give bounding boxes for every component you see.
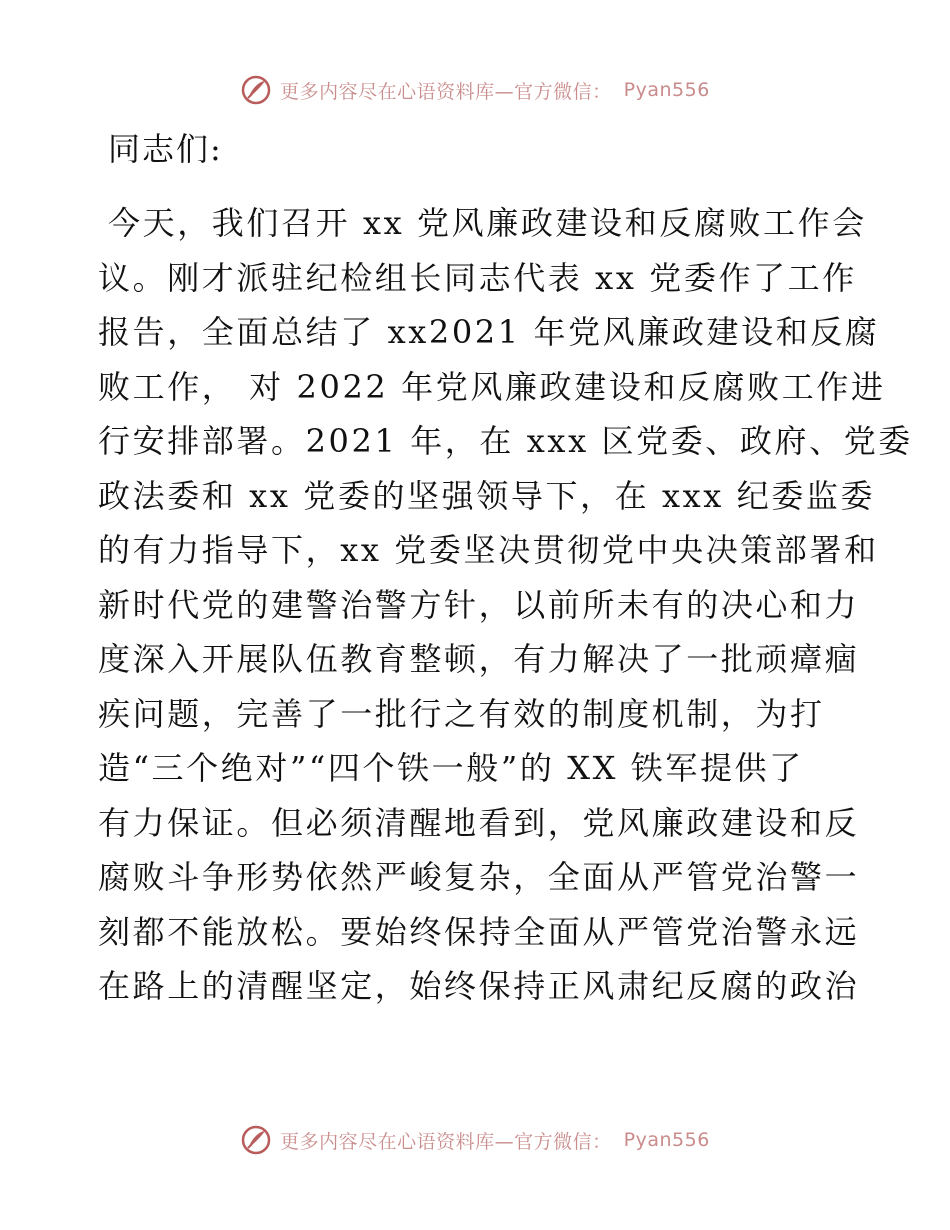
text-line: 度深入开展队伍教育整顿，有力解决了一批顽瘴痼 [98,640,860,678]
body-paragraph [98,196,913,1014]
watermark-id: Pyan556 [623,79,710,101]
quill-seal-icon [240,74,272,106]
text-line: 造“三个绝对”“四个铁一般”的 XX 铁军提供了 [98,749,804,787]
text-line: 疾问题，完善了一批行之有效的制度机制，为打 [98,694,825,733]
text-line: 有力保证。但必须清醒地看到，党风廉政建设和反 [98,803,860,842]
text-line: 败工作， 对 2022 年党风廉政建设和反腐败工作进 [98,367,886,406]
watermark-footer [0,1120,950,1160]
quill-seal-icon [240,1124,272,1156]
text-line: 政法委和 xx 党委的坚强领导下，在 xxx 纪委监委 [98,476,876,515]
text-line: 行安排部署。2021 年，在 xxx 区党委、政府、党委 [98,422,913,460]
watermark-id: Pyan556 [623,1129,710,1151]
text-line: 的有力指导下，xx 党委坚决贯彻党中央决策部署和 [98,531,879,569]
salutation: 同志们: [108,130,223,168]
text-line: 腐败斗争形势依然严峻复杂，全面从严管党治警一 [98,858,860,896]
text-line: 刻都不能放松。要始终保持全面从严管党治警永远 [98,912,860,951]
text-line: 报告，全面总结了 xx2021 年党风廉政建设和反腐 [98,313,880,351]
text-line: 议。刚才派驻纪检组长同志代表 xx 党委作了工作 [98,258,857,297]
text-line: 新时代党的建警治警方针，以前所未有的决心和力 [98,585,860,624]
watermark-text: 更多内容尽在心语资料库—官方微信： [280,80,612,103]
watermark-text: 更多内容尽在心语资料库—官方微信： [280,1130,612,1153]
text-line: 今天，我们召开 xx 党风廉政建设和反腐败工作会 [108,204,867,242]
watermark-header [0,70,950,110]
text-line: 在路上的清醒坚定，始终保持正风肃纪反腐的政治 [98,967,860,1005]
